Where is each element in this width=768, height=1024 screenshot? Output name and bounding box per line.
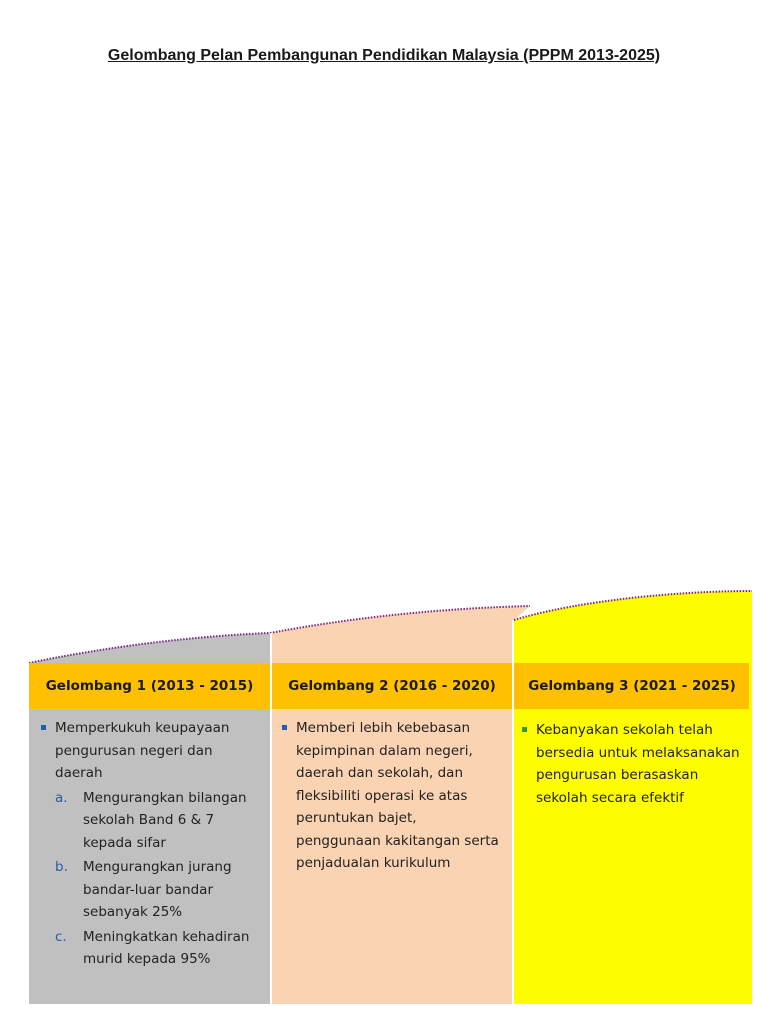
page-title: Gelombang Pelan Pembangunan Pendidikan Malaysia (PPPM 2013-2025) (107, 47, 661, 64)
sub-item-text: Meningkatkan kehadiran murid kepada 95% (83, 928, 250, 967)
wave-2-heading: Gelombang 2 (2016 - 2020) (288, 678, 496, 694)
wave-1-sub-item (35, 926, 262, 971)
wave-3-bullet (516, 719, 740, 809)
wave-1-bullet-text: Memperkukuh keupayaan pengurusan negeri dan daerah (55, 720, 230, 781)
wave-3-body (514, 709, 750, 809)
wave-1-body (29, 709, 270, 971)
wave-3-heading: Gelombang 3 (2021 - 2025) (528, 678, 736, 694)
wave-2-bullet (276, 717, 502, 875)
bullet-square-icon (522, 727, 527, 732)
wave-1-sub-item (35, 787, 262, 855)
wave-1-heading: Gelombang 1 (2013 - 2015) (45, 678, 254, 694)
wave-3-bullet-text: Kebanyakan sekolah telah bersedia untuk melaksanakan pengurusan berasaskan sekolah secara efektif (536, 722, 740, 806)
sub-item-marker: b. (55, 859, 68, 875)
wave-2-bullet-text: Memberi lebih kebebasan kepimpinan dalam negeri, daerah dan sekolah, dan fleksibiliti operasi ke atas peruntukan bajet, penggunaan kakitangan serta penjadualan kurikulum (296, 720, 499, 871)
sub-item-marker: a. (55, 789, 68, 806)
bullet-square-icon (282, 725, 287, 730)
wave-1-bullet (35, 717, 262, 785)
sub-item-marker: c. (55, 928, 67, 945)
bullet-square-icon (41, 725, 46, 730)
sub-item-text: Mengurangkan bilangan sekolah Band 6 & 7 kepada sifar (83, 789, 247, 851)
wave-2-body (272, 709, 512, 875)
sub-item-text: Mengurangkan jurang bandar-luar bandar sebanyak 25% (83, 859, 232, 920)
wave-1-sub-item (35, 856, 262, 924)
